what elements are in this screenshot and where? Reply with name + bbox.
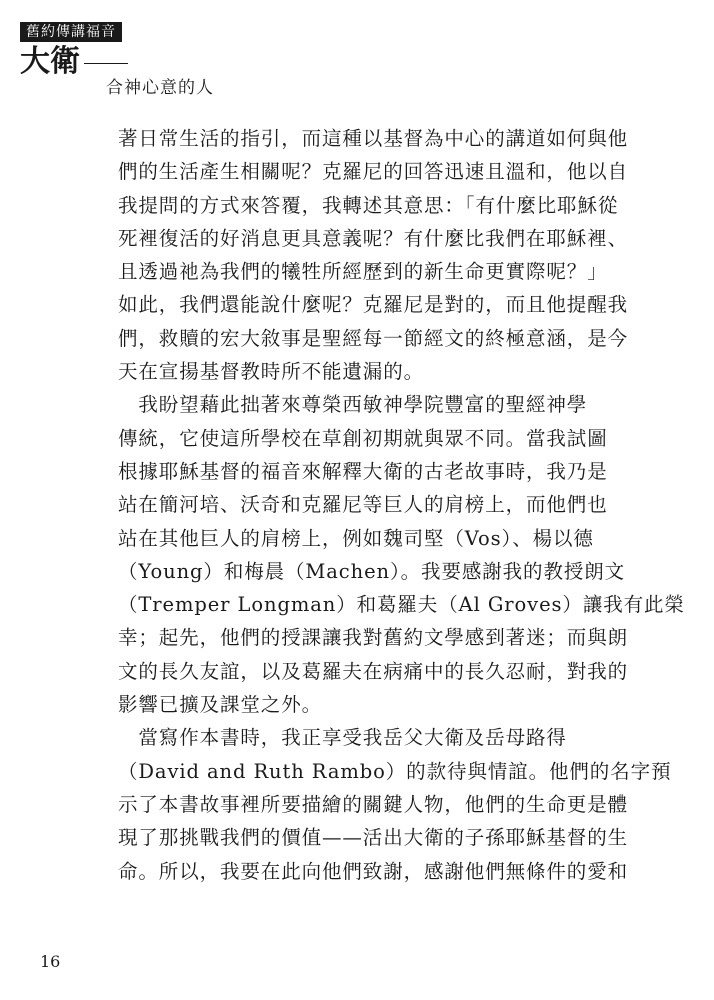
- body-line: 我提問的方式來答覆，我轉述其意思：「有什麼比耶穌從: [118, 193, 619, 217]
- body-line: （David and Ruth Rambo）的款待與情誼。他們的名字預: [118, 759, 672, 783]
- body-line: 們的生活產生相關呢？克羅尼的回答迅速且溫和，他以自: [118, 160, 629, 184]
- title-dash-divider: [84, 63, 128, 64]
- body-line: 站在簡河培、沃奇和克羅尼等巨人的肩榜上，而他們也: [118, 493, 608, 517]
- book-subtitle: 合神心意的人: [106, 78, 214, 98]
- body-line: 當寫作本書時，我正享受我岳父大衛及岳母路得: [118, 726, 567, 750]
- body-line: 我盼望藉此拙著來尊榮西敏神學院豐富的聖經神學: [118, 393, 588, 417]
- body-line: （Young）和梅晨（Machen）。我要感謝我的教授朗文: [118, 559, 626, 583]
- body-text: [118, 122, 685, 888]
- book-title: 大衛: [20, 44, 80, 79]
- page-number: 16: [40, 952, 61, 971]
- body-line: 且透過祂為我們的犧牲所經歷到的新生命更實際呢？」: [118, 260, 608, 284]
- body-line: 幸；起先，他們的授課讓我對舊約文學感到著迷；而與朗: [118, 626, 629, 650]
- body-line: 著日常生活的指引，而這種以基督為中心的講道如何與他: [118, 127, 629, 150]
- body-line: 示了本書故事裡所要描繪的關鍵人物，他們的生命更是體: [118, 792, 629, 816]
- body-line: 如此，我們還能說什麼呢？克羅尼是對的，而且他提醒我: [118, 293, 629, 317]
- body-line: 死裡復活的好消息更具意義呢？有什麼比我們在耶穌裡、: [118, 226, 629, 250]
- body-line: 命。所以，我要在此向他們致謝，感謝他們無條件的愛和: [118, 859, 629, 883]
- body-line: 影響已擴及課堂之外。: [118, 693, 323, 717]
- body-line: 站在其他巨人的肩榜上，例如魏司堅（Vos）、楊以德: [118, 526, 594, 550]
- body-line: 文的長久友誼，以及葛羅夫在病痛中的長久忍耐，對我的: [118, 659, 629, 683]
- series-label: 舊約傳講福音: [20, 22, 122, 42]
- body-line: 們，救贖的宏大敘事是聖經每一節經文的終極意涵，是今: [118, 326, 629, 350]
- body-line: 傳統，它使這所學校在草創初期就與眾不同。當我試圖: [118, 426, 608, 450]
- body-line: 根據耶穌基督的福音來解釋大衛的古老故事時，我乃是: [118, 459, 608, 483]
- body-line: （Tremper Longman）和葛羅夫（Al Groves）讓我有此榮: [118, 593, 685, 617]
- body-line: 現了那挑戰我們的價值——活出大衛的子孫耶穌基督的生: [118, 826, 629, 850]
- body-line: 天在宣揚基督教時所不能遺漏的。: [118, 360, 425, 384]
